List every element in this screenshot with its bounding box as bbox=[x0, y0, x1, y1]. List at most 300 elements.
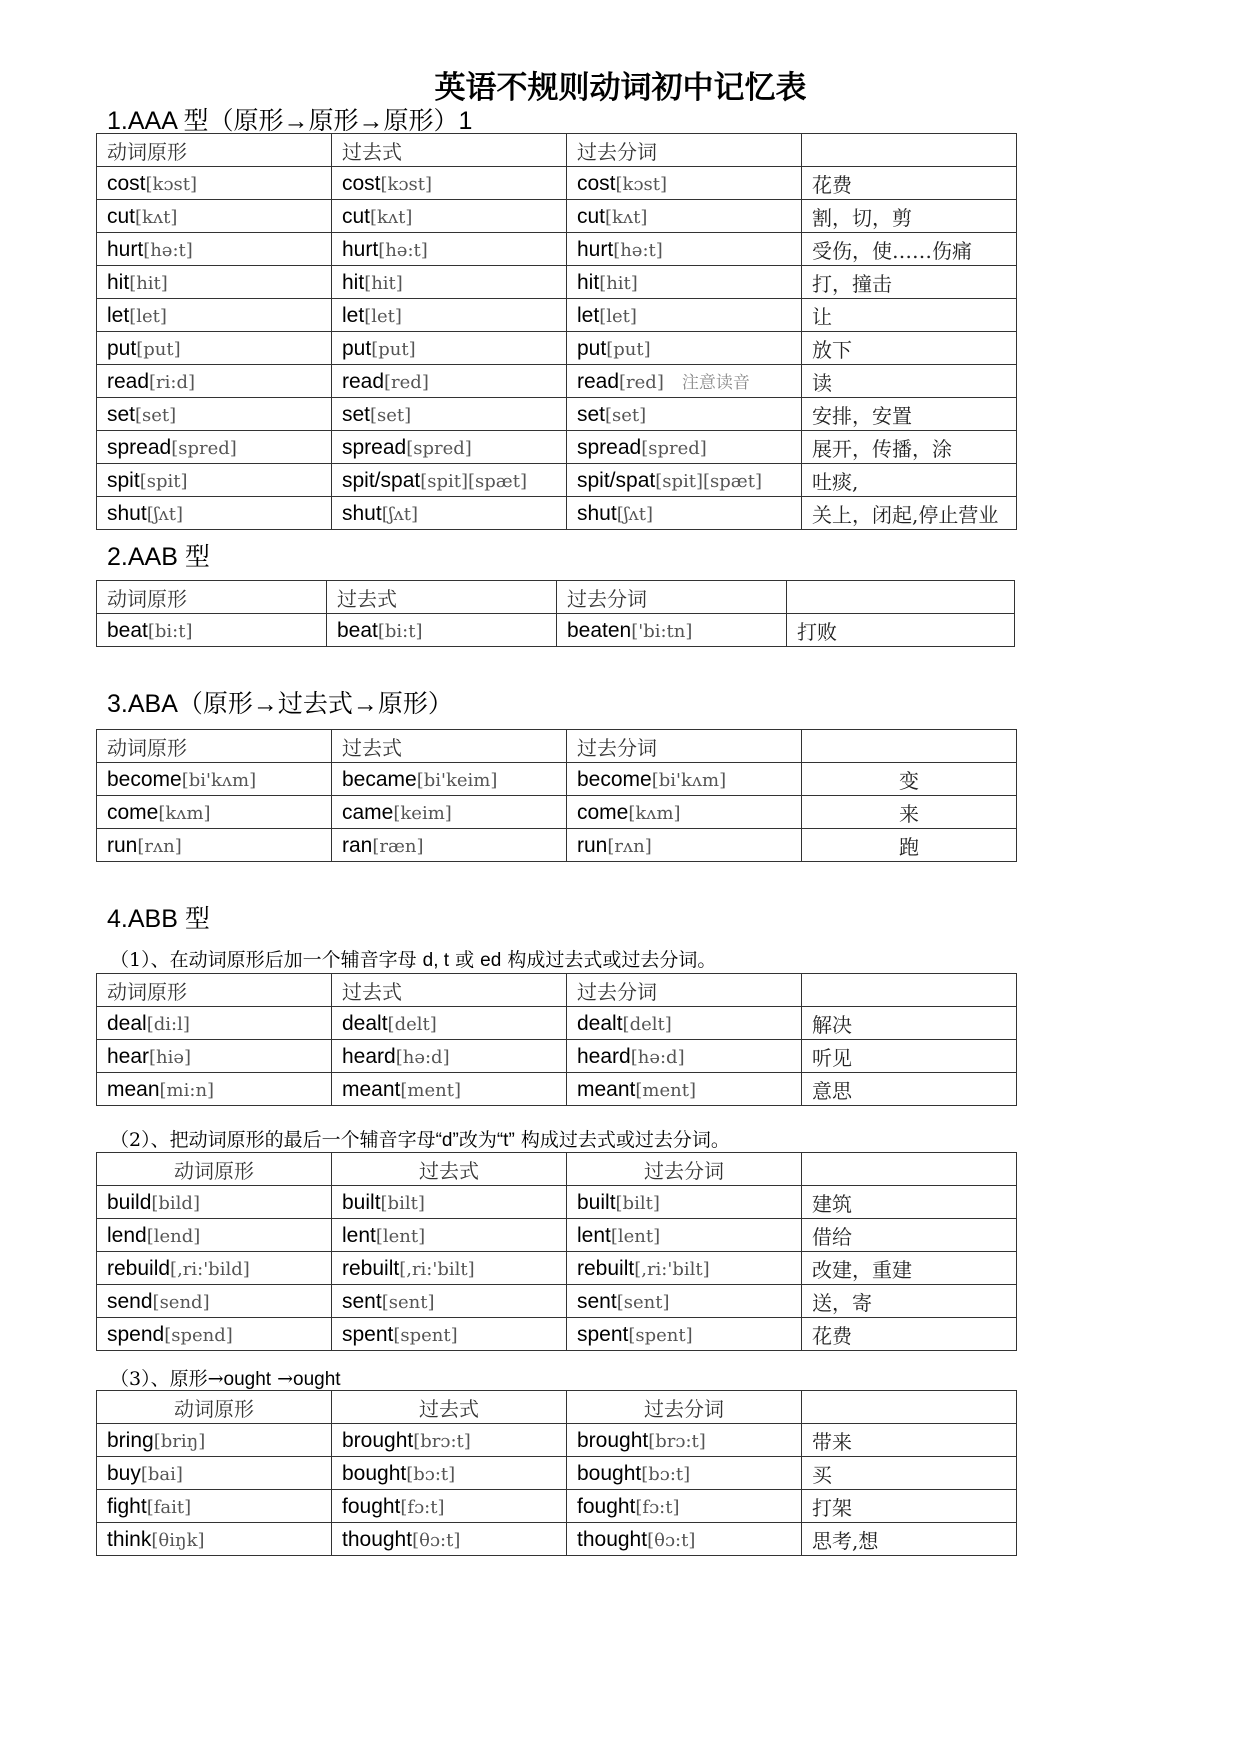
meaning-cell bbox=[802, 1040, 1017, 1073]
verb-form-cell bbox=[332, 1285, 567, 1318]
phonetic: [send] bbox=[152, 1291, 210, 1313]
meaning-text: 放下 bbox=[812, 337, 852, 362]
verb-form-cell bbox=[332, 1318, 567, 1351]
note-fragment: ed bbox=[480, 950, 502, 971]
table-row bbox=[97, 763, 1017, 796]
verb-word: lend bbox=[107, 1223, 147, 1247]
verb-word: bought bbox=[342, 1461, 407, 1485]
section-heading-abb: 4.ABB 型 bbox=[107, 905, 210, 933]
phonetic: [fɔ:t] bbox=[400, 1496, 445, 1518]
meaning-text: 建筑 bbox=[812, 1191, 852, 1216]
table-row bbox=[97, 796, 1017, 829]
meaning-text: 思考,想 bbox=[812, 1528, 879, 1553]
phonetic: [hiə] bbox=[149, 1046, 192, 1068]
verb-word: meant bbox=[577, 1077, 636, 1101]
verb-word: spread bbox=[342, 435, 407, 459]
phonetic: [spend] bbox=[164, 1324, 233, 1346]
verb-word: bought bbox=[577, 1461, 642, 1485]
verb-form-cell bbox=[567, 1523, 802, 1556]
meaning-cell bbox=[802, 299, 1017, 332]
phonetic: [,ri:'bilt] bbox=[399, 1258, 475, 1280]
verb-form-cell bbox=[332, 1040, 567, 1073]
column-header: 动词原形 bbox=[97, 730, 332, 763]
meaning-cell bbox=[787, 614, 1015, 647]
verb-form-cell bbox=[332, 1523, 567, 1556]
table-row bbox=[97, 1457, 1017, 1490]
verb-form-cell bbox=[567, 1073, 802, 1106]
verb-table-aab bbox=[96, 580, 1015, 647]
note-fragment: 构成过去式或过去分词。 bbox=[501, 949, 717, 971]
verb-form-cell bbox=[567, 796, 802, 829]
verb-word: spent bbox=[577, 1322, 629, 1346]
phonetic: [,ri:'bild] bbox=[170, 1258, 250, 1280]
table-row bbox=[97, 365, 1017, 398]
verb-form-cell bbox=[332, 299, 567, 332]
verb-form-cell bbox=[332, 497, 567, 530]
phonetic: [spit] bbox=[139, 470, 188, 492]
verb-form-cell bbox=[327, 614, 557, 647]
column-header bbox=[802, 134, 1017, 167]
table-row bbox=[97, 1490, 1017, 1523]
verb-word: cost bbox=[107, 171, 146, 195]
note-fragment: ought bbox=[293, 1369, 341, 1390]
phonetic: [bi:t] bbox=[147, 620, 193, 642]
verb-word: read bbox=[577, 370, 620, 393]
verb-form-cell bbox=[332, 1073, 567, 1106]
verb-form-cell bbox=[97, 266, 332, 299]
page-title: 英语不规则动词初中记忆表 bbox=[434, 70, 807, 106]
verb-word: spent bbox=[342, 1322, 394, 1346]
phonetic: [kʌm] bbox=[158, 802, 211, 824]
phonetic: [hit] bbox=[129, 272, 168, 294]
note-fragment: “t” bbox=[496, 1130, 515, 1151]
phonetic: [sent] bbox=[616, 1291, 670, 1313]
table-row bbox=[97, 1523, 1017, 1556]
section-heading-aaa: 1.AAA 型（原形→原形→原形）1 bbox=[107, 107, 473, 135]
verb-form-cell bbox=[567, 1490, 802, 1523]
verb-form-cell bbox=[97, 829, 332, 862]
column-header: 过去分词 bbox=[557, 581, 787, 614]
phonetic: [spred] bbox=[406, 437, 472, 459]
verb-form-cell bbox=[332, 365, 567, 398]
phonetic: [set] bbox=[370, 404, 412, 426]
verb-table-abb-1 bbox=[96, 973, 1017, 1106]
table-row bbox=[97, 1073, 1017, 1106]
table-row bbox=[97, 431, 1017, 464]
column-header: 过去式 bbox=[332, 134, 567, 167]
phonetic: [mi:n] bbox=[159, 1079, 215, 1101]
phonetic: [kʌt] bbox=[605, 206, 648, 228]
meaning-cell bbox=[802, 200, 1017, 233]
meaning-text: 受伤，使……伤痛 bbox=[812, 238, 972, 263]
phonetic: [bɔ:t] bbox=[406, 1463, 456, 1485]
phonetic: [brɔ:t] bbox=[648, 1430, 706, 1452]
verb-word: hit bbox=[342, 270, 365, 294]
verb-word: hit bbox=[577, 270, 600, 294]
table-row bbox=[97, 266, 1017, 299]
note-fragment: （3）、原形→ bbox=[110, 1368, 224, 1390]
meaning-cell bbox=[802, 1007, 1017, 1040]
column-header: 动词原形 bbox=[97, 1391, 332, 1424]
verb-form-cell bbox=[567, 167, 802, 200]
verb-word: lent bbox=[342, 1223, 376, 1247]
verb-word: came bbox=[342, 800, 394, 824]
phonetic: [put] bbox=[371, 338, 416, 360]
note-fragment: 或 bbox=[449, 949, 481, 971]
phonetic: [bilt] bbox=[380, 1192, 425, 1214]
verb-word: shut bbox=[107, 501, 147, 525]
verb-form-cell bbox=[332, 266, 567, 299]
verb-word: beat bbox=[107, 618, 148, 642]
verb-form-cell bbox=[567, 233, 802, 266]
phonetic: [θɔ:t] bbox=[647, 1529, 696, 1551]
phonetic: [keim] bbox=[393, 802, 452, 824]
column-header: 过去式 bbox=[332, 1391, 567, 1424]
meaning-text: 意思 bbox=[812, 1078, 852, 1103]
phonetic: [hit] bbox=[364, 272, 403, 294]
verb-word: let bbox=[342, 303, 365, 327]
phonetic: [ʃʌt] bbox=[616, 503, 654, 525]
verb-form-cell bbox=[567, 1457, 802, 1490]
meaning-cell bbox=[802, 464, 1017, 497]
phonetic: [ment] bbox=[635, 1079, 696, 1101]
verb-word: set bbox=[342, 402, 371, 426]
verb-form-cell bbox=[97, 167, 332, 200]
verb-form-cell bbox=[97, 1285, 332, 1318]
verb-form-cell bbox=[567, 200, 802, 233]
abb-rule-note-2 bbox=[110, 1125, 730, 1152]
table-row bbox=[97, 829, 1017, 862]
verb-word: run bbox=[107, 833, 138, 857]
verb-form-cell bbox=[567, 1186, 802, 1219]
verb-table-abb-2 bbox=[96, 1152, 1017, 1351]
verb-word: fought bbox=[577, 1494, 636, 1518]
verb-form-cell bbox=[567, 1252, 802, 1285]
verb-word: brought bbox=[577, 1428, 649, 1452]
verb-word: rebuilt bbox=[577, 1256, 635, 1280]
note-fragment: ought bbox=[223, 1369, 272, 1390]
meaning-text: 割，切，剪 bbox=[812, 205, 912, 230]
phonetic: [lend] bbox=[146, 1225, 201, 1247]
note-fragment: （2）、把动词原形的最后一个辅音字母 bbox=[110, 1129, 436, 1151]
meaning-text: 关上，闭起,停止营业 bbox=[812, 502, 999, 527]
phonetic: [briŋ] bbox=[153, 1430, 206, 1452]
phonetic: [kʌt] bbox=[370, 206, 413, 228]
verb-word: put bbox=[342, 336, 372, 360]
phonetic: [ment] bbox=[400, 1079, 461, 1101]
verb-form-cell bbox=[332, 1457, 567, 1490]
verb-form-cell bbox=[97, 1007, 332, 1040]
phonetic: [kʌt] bbox=[135, 206, 178, 228]
meaning-cell bbox=[802, 1523, 1017, 1556]
column-header bbox=[802, 974, 1017, 1007]
verb-form-cell bbox=[567, 464, 802, 497]
meaning-cell bbox=[802, 1252, 1017, 1285]
verb-form-cell bbox=[97, 1490, 332, 1523]
verb-form-cell bbox=[567, 398, 802, 431]
verb-form-cell bbox=[567, 497, 802, 530]
meaning-cell bbox=[802, 398, 1017, 431]
column-header: 过去分词 bbox=[567, 974, 802, 1007]
column-header: 过去分词 bbox=[567, 1153, 802, 1186]
verb-form-cell bbox=[332, 1424, 567, 1457]
verb-word: become bbox=[577, 767, 652, 791]
phonetic: [let] bbox=[129, 305, 167, 327]
phonetic: [put] bbox=[136, 338, 181, 360]
verb-form-cell bbox=[97, 1318, 332, 1351]
meaning-text: 改建，重建 bbox=[812, 1257, 912, 1282]
verb-form-cell bbox=[567, 1318, 802, 1351]
verb-word: shut bbox=[577, 501, 617, 525]
meaning-text: 安排，安置 bbox=[812, 403, 912, 428]
verb-table-aaa bbox=[96, 133, 1017, 530]
verb-word: rebuild bbox=[107, 1256, 171, 1280]
note-fragment: d, t bbox=[422, 950, 450, 971]
phonetic: [brɔ:t] bbox=[413, 1430, 471, 1452]
verb-word: fight bbox=[107, 1494, 147, 1518]
verb-word: sent bbox=[577, 1289, 617, 1313]
verb-word: lent bbox=[577, 1223, 611, 1247]
meaning-cell bbox=[802, 1073, 1017, 1106]
meaning-text: 读 bbox=[812, 370, 832, 395]
verb-form-cell bbox=[332, 200, 567, 233]
meaning-cell bbox=[802, 796, 1017, 829]
verb-form-cell bbox=[97, 1252, 332, 1285]
column-header bbox=[802, 730, 1017, 763]
phonetic: ['bi:tn] bbox=[631, 620, 693, 642]
meaning-text: 听见 bbox=[812, 1045, 852, 1070]
phonetic: [hit] bbox=[599, 272, 638, 294]
verb-form-cell bbox=[332, 332, 567, 365]
verb-form-cell bbox=[332, 1186, 567, 1219]
verb-word: spit bbox=[107, 468, 140, 492]
verb-word: let bbox=[577, 303, 600, 327]
column-header: 过去分词 bbox=[567, 1391, 802, 1424]
verb-word: spread bbox=[107, 435, 172, 459]
verb-word: put bbox=[107, 336, 137, 360]
column-header: 动词原形 bbox=[97, 134, 332, 167]
phonetic: [ræn] bbox=[372, 835, 424, 857]
section-heading-aab: 2.AAB 型 bbox=[107, 543, 210, 571]
verb-form-cell bbox=[332, 763, 567, 796]
table-row bbox=[97, 233, 1017, 266]
column-header bbox=[802, 1153, 1017, 1186]
verb-word: became bbox=[342, 767, 417, 791]
phonetic: [hə:t] bbox=[613, 239, 663, 261]
verb-form-cell bbox=[567, 1007, 802, 1040]
verb-form-cell bbox=[97, 365, 332, 398]
verb-word: dealt bbox=[577, 1011, 623, 1035]
column-header: 过去式 bbox=[327, 581, 557, 614]
verb-form-cell bbox=[97, 1073, 332, 1106]
phonetic: [set] bbox=[605, 404, 647, 426]
column-header: 过去式 bbox=[332, 730, 567, 763]
column-header: 动词原形 bbox=[97, 1153, 332, 1186]
verb-word: build bbox=[107, 1190, 152, 1214]
verb-form-cell bbox=[332, 233, 567, 266]
verb-form-cell bbox=[567, 1285, 802, 1318]
table-row bbox=[97, 1186, 1017, 1219]
phonetic: [θiŋk] bbox=[151, 1529, 205, 1551]
table-header-row bbox=[97, 974, 1017, 1007]
meaning-text: 借给 bbox=[812, 1224, 852, 1249]
table-row bbox=[97, 1007, 1017, 1040]
verb-word: thought bbox=[577, 1527, 648, 1551]
meaning-cell bbox=[802, 431, 1017, 464]
phonetic: [ri:d] bbox=[149, 371, 196, 393]
verb-form-cell bbox=[567, 266, 802, 299]
table-header-row bbox=[97, 730, 1017, 763]
verb-form-cell bbox=[97, 1424, 332, 1457]
column-header: 过去式 bbox=[332, 974, 567, 1007]
verb-form-cell bbox=[332, 1219, 567, 1252]
meaning-cell bbox=[802, 1457, 1017, 1490]
phonetic: [kɔst] bbox=[615, 173, 668, 195]
phonetic: [fait] bbox=[146, 1496, 192, 1518]
phonetic: [bai] bbox=[140, 1463, 183, 1485]
table-row bbox=[97, 200, 1017, 233]
meaning-text: 吐痰, bbox=[812, 469, 859, 494]
meaning-cell bbox=[802, 829, 1017, 862]
verb-form-cell bbox=[97, 796, 332, 829]
verb-word: beaten bbox=[567, 618, 632, 642]
verb-form-cell bbox=[567, 829, 802, 862]
phonetic: [rʌn] bbox=[137, 835, 182, 857]
verb-word: hit bbox=[107, 270, 130, 294]
phonetic: [kɔst] bbox=[380, 173, 433, 195]
meaning-text: 让 bbox=[812, 304, 832, 329]
meaning-cell bbox=[802, 1285, 1017, 1318]
verb-word: put bbox=[577, 336, 607, 360]
verb-form-cell bbox=[567, 299, 802, 332]
verb-form-cell bbox=[97, 1040, 332, 1073]
meaning-cell bbox=[802, 497, 1017, 530]
verb-form-cell bbox=[97, 1457, 332, 1490]
verb-word: come bbox=[577, 800, 629, 824]
phonetic: [,ri:'bilt] bbox=[634, 1258, 710, 1280]
meaning-text: 打架 bbox=[812, 1495, 852, 1520]
phonetic: [spred] bbox=[641, 437, 707, 459]
verb-word: buy bbox=[107, 1461, 141, 1485]
verb-word: sent bbox=[342, 1289, 382, 1313]
phonetic: [bi'kʌm] bbox=[651, 769, 727, 791]
verb-word: shut bbox=[342, 501, 382, 525]
phonetic: [hə:d] bbox=[395, 1046, 450, 1068]
meaning-text: 打，撞击 bbox=[812, 271, 892, 296]
verb-form-cell bbox=[557, 614, 787, 647]
verb-form-cell bbox=[567, 431, 802, 464]
verb-form-cell bbox=[97, 200, 332, 233]
table-row bbox=[97, 464, 1017, 497]
meaning-cell bbox=[802, 1318, 1017, 1351]
verb-word: run bbox=[577, 833, 608, 857]
verb-form-cell bbox=[97, 332, 332, 365]
table-row bbox=[97, 1252, 1017, 1285]
note-fragment: 构成过去式或过去分词。 bbox=[514, 1129, 730, 1151]
phonetic: [rʌn] bbox=[607, 835, 652, 857]
verb-form-cell bbox=[332, 829, 567, 862]
phonetic: [lent] bbox=[375, 1225, 426, 1247]
meaning-cell bbox=[802, 233, 1017, 266]
verb-word: set bbox=[577, 402, 606, 426]
note-fragment: “d” bbox=[435, 1130, 459, 1151]
verb-form-cell bbox=[567, 1219, 802, 1252]
verb-word: spit/spat bbox=[342, 468, 421, 492]
verb-form-cell bbox=[97, 233, 332, 266]
phonetic: [bi:t] bbox=[377, 620, 423, 642]
verb-word: read bbox=[342, 369, 385, 393]
verb-word: spend bbox=[107, 1322, 165, 1346]
phonetic: [delt] bbox=[387, 1013, 437, 1035]
phonetic: [bilt] bbox=[615, 1192, 660, 1214]
phonetic: [hə:d] bbox=[630, 1046, 685, 1068]
phonetic: [spent] bbox=[628, 1324, 693, 1346]
verb-word: hear bbox=[107, 1044, 150, 1068]
meaning-text: 来 bbox=[899, 801, 919, 826]
abb-rule-note-1 bbox=[110, 945, 716, 972]
verb-form-cell bbox=[97, 614, 327, 647]
meaning-text: 变 bbox=[899, 768, 919, 793]
verb-form-cell bbox=[97, 299, 332, 332]
phonetic: [di:l] bbox=[146, 1013, 190, 1035]
phonetic: [spent] bbox=[393, 1324, 458, 1346]
meaning-cell bbox=[802, 365, 1017, 398]
table-header-row bbox=[97, 581, 1015, 614]
verb-word: beat bbox=[337, 618, 378, 642]
verb-word: heard bbox=[577, 1044, 631, 1068]
verb-word: cut bbox=[107, 204, 136, 228]
meaning-cell bbox=[802, 1490, 1017, 1523]
section-heading-aba: 3.ABA（原形→过去式→原形） bbox=[107, 690, 453, 718]
column-header: 过去式 bbox=[332, 1153, 567, 1186]
meaning-text: 送，寄 bbox=[812, 1290, 872, 1315]
verb-word: built bbox=[342, 1190, 381, 1214]
phonetic: [bi'keim] bbox=[416, 769, 498, 791]
verb-word: mean bbox=[107, 1077, 160, 1101]
verb-word: set bbox=[107, 402, 136, 426]
table-row bbox=[97, 1219, 1017, 1252]
verb-form-cell bbox=[567, 365, 802, 398]
verb-word: cut bbox=[577, 204, 606, 228]
verb-word: fought bbox=[342, 1494, 401, 1518]
pronunciation-remark: 注意读音 bbox=[681, 373, 750, 393]
verb-word: cost bbox=[577, 171, 616, 195]
verb-word: cut bbox=[342, 204, 371, 228]
phonetic: [set] bbox=[135, 404, 177, 426]
verb-word: dealt bbox=[342, 1011, 388, 1035]
phonetic: [bɔ:t] bbox=[641, 1463, 691, 1485]
phonetic: [hə:t] bbox=[378, 239, 428, 261]
verb-word: hurt bbox=[342, 237, 379, 261]
table-row bbox=[97, 1424, 1017, 1457]
meaning-text: 带来 bbox=[812, 1429, 852, 1454]
phonetic: [kɔst] bbox=[145, 173, 198, 195]
phonetic: [red] bbox=[619, 372, 664, 393]
verb-word: send bbox=[107, 1289, 153, 1313]
phonetic: [let] bbox=[364, 305, 402, 327]
table-header-row bbox=[97, 1153, 1017, 1186]
verb-form-cell bbox=[97, 763, 332, 796]
note-fragment: → bbox=[271, 1368, 294, 1390]
table-row bbox=[97, 614, 1015, 647]
phonetic: [let] bbox=[599, 305, 637, 327]
verb-form-cell bbox=[97, 398, 332, 431]
verb-form-cell bbox=[567, 1040, 802, 1073]
phonetic: [sent] bbox=[381, 1291, 435, 1313]
verb-form-cell bbox=[332, 398, 567, 431]
verb-word: built bbox=[577, 1190, 616, 1214]
verb-word: let bbox=[107, 303, 130, 327]
